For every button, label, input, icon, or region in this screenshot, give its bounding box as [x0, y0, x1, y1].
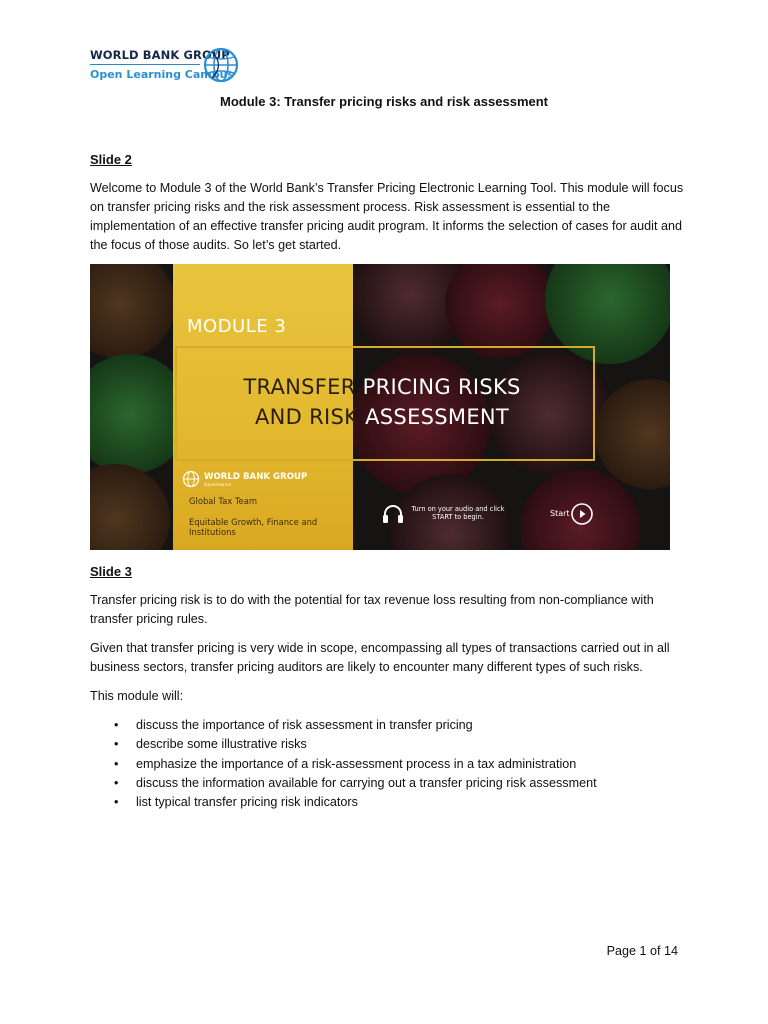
document-title: Module 3: Transfer pricing risks and risk assessment	[219, 94, 548, 109]
logo-divider	[90, 64, 200, 65]
slide-3-paragraph-2: Given that transfer pricing is very wide in scope, encompassing all types of transactions carried out in all business sectors, transfer pricing auditors are likely to encounter many different types of such risks.	[90, 641, 670, 674]
unit-line-2: Institutions	[189, 527, 236, 537]
world-bank-logo	[90, 44, 250, 86]
unit-line-1: Equitable Growth, Finance and	[189, 517, 318, 527]
list-item	[90, 774, 597, 793]
team-label: Global Tax Team	[189, 496, 257, 506]
title-line2-part-a: AND RISK	[254, 405, 366, 429]
title-line1-part-b: PRICING RISKS	[362, 375, 521, 399]
slide-3-heading: Slide 3	[90, 564, 132, 579]
bullet-glyph: •	[114, 775, 119, 790]
bullet-glyph: •	[114, 756, 119, 771]
list-item	[90, 716, 597, 735]
slide-globe-icon	[182, 470, 200, 488]
play-icon[interactable]	[570, 502, 594, 526]
slide-2-heading: Slide 2	[90, 152, 132, 167]
page-number: Page 1 of 14	[606, 944, 678, 958]
title-line2-part-b: ASSESSMENT	[365, 405, 510, 429]
list-item	[90, 755, 597, 774]
start-label[interactable]: Start	[550, 509, 570, 518]
list-item-text: describe some illustrative risks	[136, 737, 307, 752]
logo-tagline: Open Learning Campus	[90, 68, 235, 81]
slide-title	[182, 372, 582, 432]
logo-wordmark: WORLD BANK GROUP	[90, 48, 230, 62]
slide-wb-name: WORLD BANK GROUP	[204, 472, 308, 482]
list-item	[90, 735, 597, 754]
list-item-text: emphasize the importance of a risk-assessment process in a tax administration	[136, 756, 577, 771]
audio-instruction: Turn on your audio and click START to begin.	[411, 505, 505, 521]
list-item-text: discuss the importance of risk assessment in transfer pricing	[136, 718, 473, 732]
list-item-text: list typical transfer pricing risk indicators	[136, 795, 358, 810]
title-line1-part-a: TRANSFER	[243, 375, 363, 399]
module-label: MODULE 3	[187, 316, 287, 337]
slide-3-paragraph-3: This module will:	[90, 689, 184, 703]
headphones-icon	[382, 504, 404, 524]
slide-wb-logo	[182, 470, 332, 490]
module-3-slide-image	[90, 264, 670, 550]
module-objectives-list	[90, 716, 597, 812]
slide-2-paragraph: Welcome to Module 3 of the World Bank’s Transfer Pricing Electronic Learning Tool. This module will focus on transfer pricing risks and the risk assessment process. Risk assessment is essential to the implementation of an effective transfer pricing audit program. It informs the selection of cases for audit and the focus of those audits. So let’s get started.	[90, 181, 684, 252]
bullet-glyph: •	[114, 795, 119, 810]
bullet-glyph: •	[114, 718, 119, 732]
bullet-glyph: •	[114, 737, 119, 752]
list-item-text: discuss the information available for carrying out a transfer pricing risk assessment	[136, 775, 597, 790]
globe-icon	[202, 46, 240, 84]
slide-3-paragraph-1: Transfer pricing risk is to do with the potential for tax revenue loss resulting from non-compliance with transfer pricing rules.	[90, 593, 654, 626]
slide-wb-sub: Governance	[204, 483, 232, 488]
list-item	[90, 793, 597, 812]
